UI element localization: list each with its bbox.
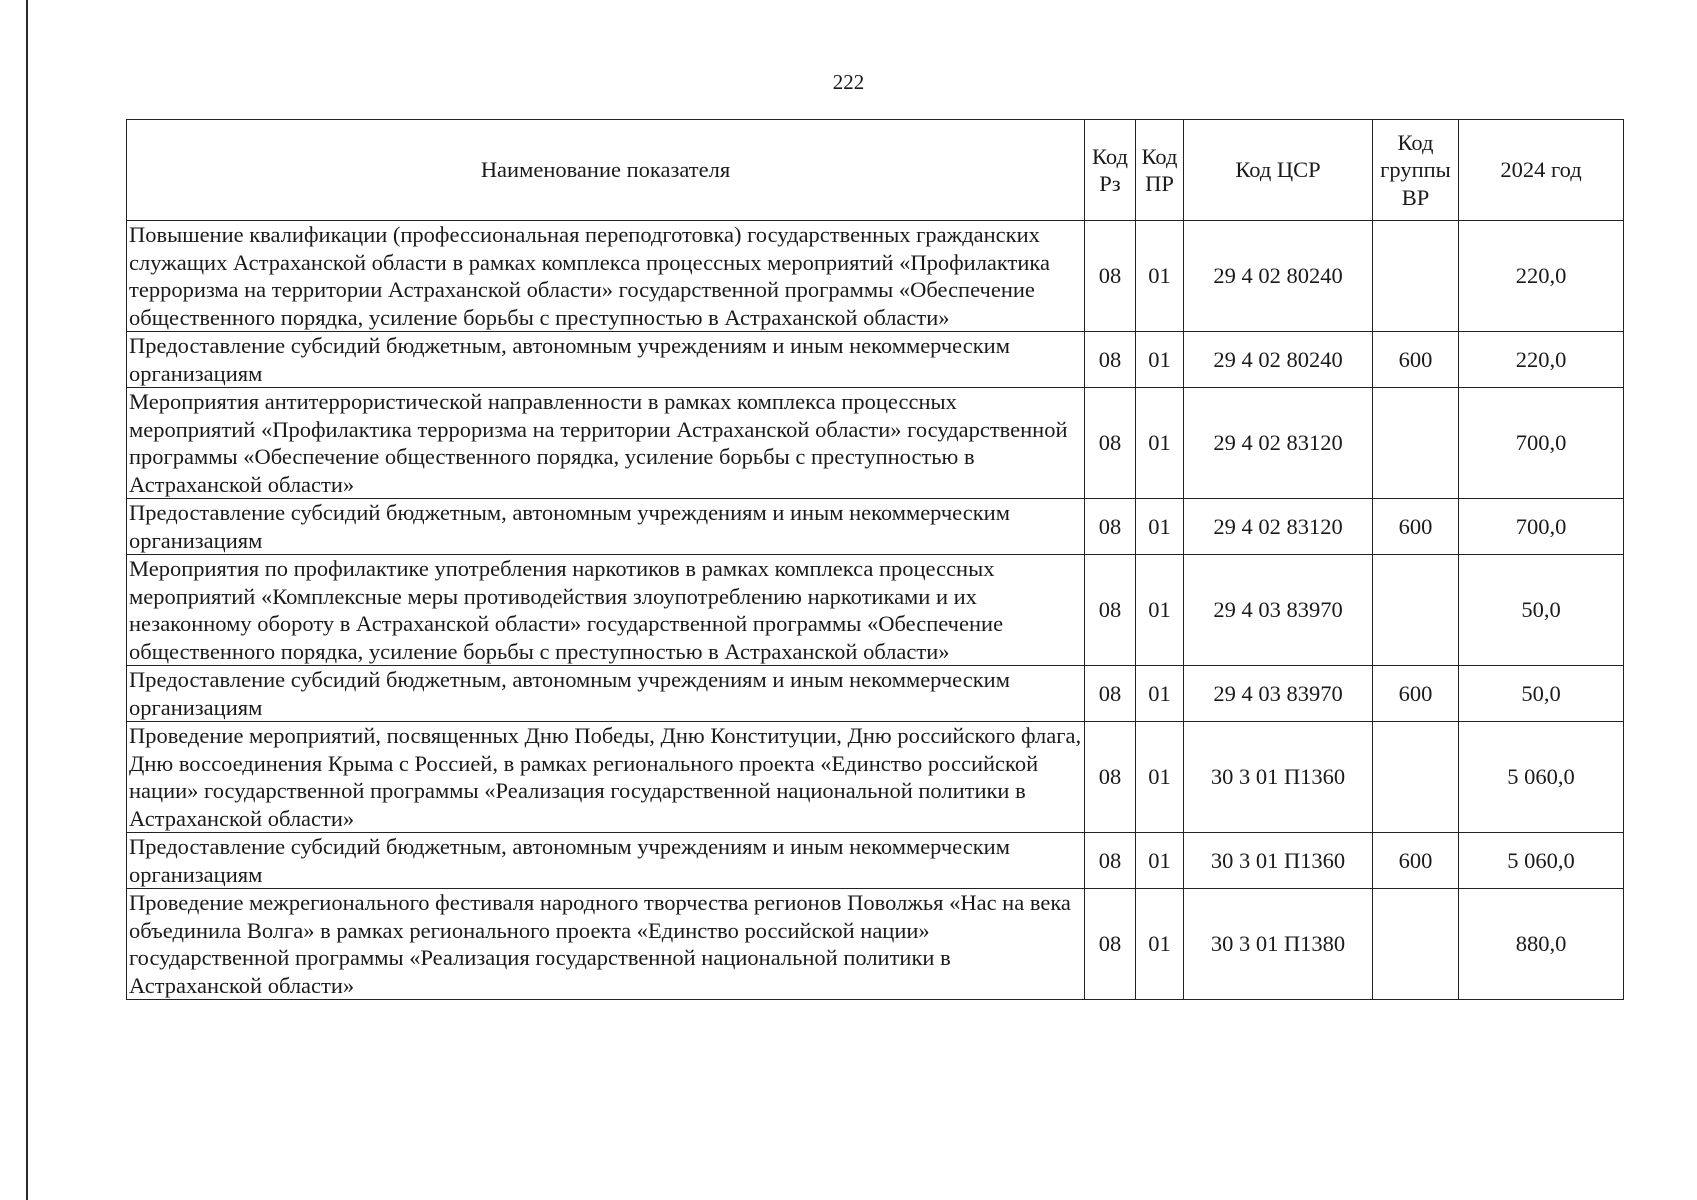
cell-amount: 700,0 bbox=[1459, 388, 1624, 499]
cell-pr: 01 bbox=[1136, 889, 1184, 1000]
cell-amount: 700,0 bbox=[1459, 499, 1624, 555]
cell-rz: 08 bbox=[1085, 332, 1136, 388]
table-header-row bbox=[127, 120, 1624, 221]
cell-vr: 600 bbox=[1373, 332, 1459, 388]
cell-csr: 29 4 02 80240 bbox=[1184, 221, 1373, 332]
cell-rz: 08 bbox=[1085, 555, 1136, 666]
cell-csr: 29 4 02 80240 bbox=[1184, 332, 1373, 388]
cell-csr: 29 4 03 83970 bbox=[1184, 555, 1373, 666]
cell-vr bbox=[1373, 555, 1459, 666]
cell-pr: 01 bbox=[1136, 555, 1184, 666]
header-name: Наименование показателя bbox=[127, 120, 1085, 221]
header-pr: Код ПР bbox=[1136, 120, 1184, 221]
table-row bbox=[127, 833, 1624, 889]
cell-pr: 01 bbox=[1136, 499, 1184, 555]
cell-pr: 01 bbox=[1136, 666, 1184, 722]
cell-name: Предоставление субсидий бюджетным, автономным учреждениям и иным некоммерческим организациям bbox=[127, 332, 1085, 388]
cell-vr: 600 bbox=[1373, 666, 1459, 722]
cell-amount: 5 060,0 bbox=[1459, 833, 1624, 889]
cell-pr: 01 bbox=[1136, 332, 1184, 388]
cell-pr: 01 bbox=[1136, 221, 1184, 332]
cell-csr: 29 4 03 83970 bbox=[1184, 666, 1373, 722]
cell-vr: 600 bbox=[1373, 833, 1459, 889]
cell-name: Проведение мероприятий, посвященных Дню Победы, Дню Конституции, Дню российского флага, Дню воссоединения Крыма с Россией, в рамках регионального проекта «Единство российской нации» государственной программы «Реализация государственной национальной политики в Астраханской области» bbox=[127, 722, 1085, 833]
cell-csr: 29 4 02 83120 bbox=[1184, 388, 1373, 499]
table-row bbox=[127, 388, 1624, 499]
cell-rz: 08 bbox=[1085, 221, 1136, 332]
table-row bbox=[127, 889, 1624, 1000]
cell-csr: 30 3 01 П1380 bbox=[1184, 889, 1373, 1000]
cell-csr: 30 3 01 П1360 bbox=[1184, 833, 1373, 889]
page-number: 222 bbox=[832, 70, 865, 94]
cell-rz: 08 bbox=[1085, 666, 1136, 722]
cell-vr bbox=[1373, 388, 1459, 499]
cell-pr: 01 bbox=[1136, 388, 1184, 499]
cell-amount: 5 060,0 bbox=[1459, 722, 1624, 833]
cell-rz: 08 bbox=[1085, 889, 1136, 1000]
cell-name: Повышение квалификации (профессиональная переподготовка) государственных гражданских служащих Астраханской области в рамках комплекса процессных мероприятий «Профилактика терроризма на территории Астраханской области» государственной программы «Обеспечение общественного порядка, усиление борьбы с преступностью в Астраханской области» bbox=[127, 221, 1085, 332]
table-row bbox=[127, 499, 1624, 555]
cell-pr: 01 bbox=[1136, 833, 1184, 889]
cell-name: Предоставление субсидий бюджетным, автономным учреждениям и иным некоммерческим организациям bbox=[127, 666, 1085, 722]
table-row bbox=[127, 722, 1624, 833]
cell-name: Предоставление субсидий бюджетным, автономным учреждениям и иным некоммерческим организациям bbox=[127, 833, 1085, 889]
cell-rz: 08 bbox=[1085, 722, 1136, 833]
cell-csr: 29 4 02 83120 bbox=[1184, 499, 1373, 555]
table-row bbox=[127, 332, 1624, 388]
cell-csr: 30 3 01 П1360 bbox=[1184, 722, 1373, 833]
cell-amount: 880,0 bbox=[1459, 889, 1624, 1000]
cell-name: Мероприятия антитеррористической направленности в рамках комплекса процессных мероприятий «Профилактика терроризма на территории Астраханской области» государственной программы «Обеспечение общественного порядка, усиление борьбы с преступностью в Астраханской области» bbox=[127, 388, 1085, 499]
cell-pr: 01 bbox=[1136, 722, 1184, 833]
cell-vr bbox=[1373, 722, 1459, 833]
cell-amount: 220,0 bbox=[1459, 332, 1624, 388]
cell-rz: 08 bbox=[1085, 499, 1136, 555]
cell-vr: 600 bbox=[1373, 499, 1459, 555]
cell-name: Проведение межрегионального фестиваля народного творчества регионов Поволжья «Нас на века объединила Волга» в рамках регионального проекта «Единство российской нации» государственной программы «Реализация государственной национальной политики в Астраханской области» bbox=[127, 889, 1085, 1000]
table-row bbox=[127, 221, 1624, 332]
cell-rz: 08 bbox=[1085, 388, 1136, 499]
cell-vr bbox=[1373, 889, 1459, 1000]
cell-name: Мероприятия по профилактике употребления наркотиков в рамках комплекса процессных мероприятий «Комплексные меры противодействия злоупотреблению наркотиками и их незаконному обороту в Астраханской области» государственной программы «Обеспечение общественного порядка, усиление борьбы с преступностью в Астраханской области» bbox=[127, 555, 1085, 666]
cell-amount: 220,0 bbox=[1459, 221, 1624, 332]
cell-amount: 50,0 bbox=[1459, 666, 1624, 722]
header-rz: Код Рз bbox=[1085, 120, 1136, 221]
cell-amount: 50,0 bbox=[1459, 555, 1624, 666]
table-row bbox=[127, 555, 1624, 666]
cell-name: Предоставление субсидий бюджетным, автономным учреждениям и иным некоммерческим организациям bbox=[127, 499, 1085, 555]
budget-table bbox=[126, 119, 1624, 1000]
cell-rz: 08 bbox=[1085, 833, 1136, 889]
header-csr: Код ЦСР bbox=[1184, 120, 1373, 221]
table-row bbox=[127, 666, 1624, 722]
header-vr: Код группы ВР bbox=[1373, 120, 1459, 221]
scan-edge-line bbox=[26, 0, 28, 1200]
cell-vr bbox=[1373, 221, 1459, 332]
header-year: 2024 год bbox=[1459, 120, 1624, 221]
